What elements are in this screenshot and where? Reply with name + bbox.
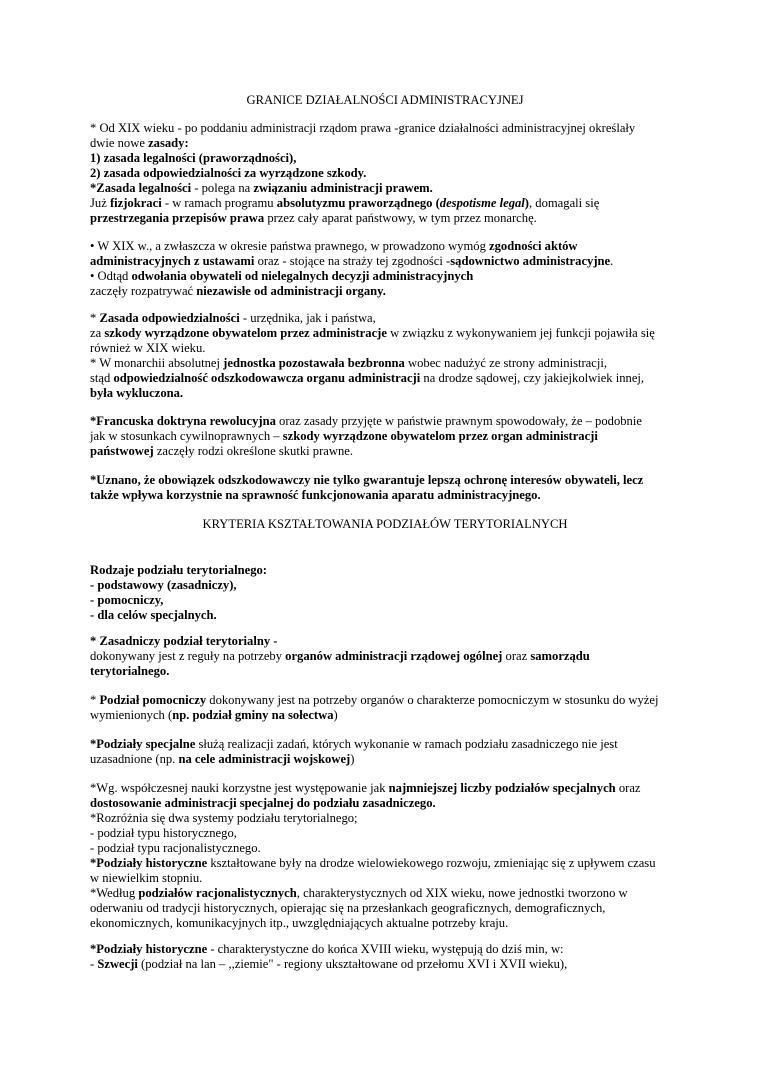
text-line: państwowej zaczęły rodzi określone skutki prawne. xyxy=(90,444,353,458)
list-item: - pomocniczy, xyxy=(90,593,164,607)
text-line: *Zasada legalności - polega na związaniu administracji prawem. xyxy=(90,181,433,195)
section-zasadniczy xyxy=(90,634,680,679)
text-line: jak w stosunkach cywilnoprawnych – szkody wyrządzone obywatelom przez organ administracji xyxy=(90,429,598,443)
text-line: dwie nowe zasady: xyxy=(90,136,189,150)
list-item: 1) zasada legalności (praworządności), xyxy=(90,151,297,165)
bullet-line: • W XIX w., a zwłaszcza w okresie państwa prawnego, w prowadzono wymóg zgodności aktów xyxy=(90,239,578,253)
section-systemy xyxy=(90,781,680,931)
section-odpowiedzialnosc xyxy=(90,311,680,401)
text-line: również w XIX wieku. xyxy=(90,341,206,355)
text-line: wymienionych (np. podział gminy na sołectwa) xyxy=(90,708,338,722)
text-line: terytorialnego. xyxy=(90,664,170,678)
text-line: *Wg. współczesnej nauki korzystne jest występowanie jak najmniejszej liczby podziałów specjalnych oraz xyxy=(90,781,641,795)
section-historyczne xyxy=(90,942,680,972)
section-uznano xyxy=(90,473,680,503)
list-item: - podstawowy (zasadniczy), xyxy=(90,578,237,592)
text-line: *Podziały historyczne - charakterystyczne do końca XVIII wieku, występują do dziś min, w: xyxy=(90,942,564,956)
section-pomocniczy xyxy=(90,693,680,723)
text-line: Rodzaje podziału terytorialnego: xyxy=(90,563,267,577)
text-line: *Podziały specjalne służą realizacji zadań, których wykonanie w ramach podziału zasadniczego nie jest xyxy=(90,737,618,751)
text-line: przestrzegania przepisów prawa przez cały aparat państwowy, w tym przez monarchę. xyxy=(90,211,537,225)
text-line: * Podział pomocniczy dokonywany jest na potrzeby organów o charakterze pomocniczym w stosunku do wyżej xyxy=(90,693,659,707)
list-item: - Szwecji (podział na lan – ,,ziemie" - regiony ukształtowane od przełomu XVI i XVII wieku), xyxy=(90,957,568,971)
list-item: - podział typu historycznego, xyxy=(90,826,237,840)
section-francuska-doktryna xyxy=(90,414,680,459)
text-line: była wykluczona. xyxy=(90,386,184,400)
text-line: dokonywany jest z reguły na potrzeby organów administracji rządowej ogólnej oraz samorządu xyxy=(90,649,590,663)
list-item: - podział typu racjonalistycznego. xyxy=(90,841,261,855)
text-line: dostosowanie administracji specjalnej do podziału zasadniczego. xyxy=(90,796,436,810)
text-line: *Według podziałów racjonalistycznych, charakterystycznych od XIX wieku, nowe jednostki tworzono w xyxy=(90,886,628,900)
text-line: * Od XIX wieku - po poddaniu administracji rządom prawa -granice działalności administracyjnej określały xyxy=(90,121,636,135)
text-line: Już fizjokraci - w ramach programu absolutyzmu praworządnego (despotisme legal), domagali się xyxy=(90,196,600,210)
bullet-line: • Odtąd odwołania obywateli od nielegalnych decyzji administracyjnych xyxy=(90,269,474,283)
text-line: *Rozróżnia się dwa systemy podziału terytorialnego; xyxy=(90,811,358,825)
text-line: *Francuska doktryna rewolucyjna oraz zasady przyjęte w państwie prawnym spowodowały, że – podobnie xyxy=(90,414,642,428)
text-line: *Podziały historyczne kształtowane były na drodze wielowiekowego rozwoju, zmieniając się z upływem czasu xyxy=(90,856,656,870)
list-item: 2) zasada odpowiedzialności za wyrządzone szkody. xyxy=(90,166,367,180)
text-line: *Uznano, że obowiązek odszkodowawczy nie tylko gwarantuje lepszą ochronę interesów obywateli, lecz xyxy=(90,473,644,487)
document-title: GRANICE DZIAŁALNOŚCI ADMINISTRACYJNEJ xyxy=(246,93,524,107)
text-line: uzasadnione (np. na cele administracji wojskowej) xyxy=(90,752,355,766)
section-title-kryteria: KRYTERIA KSZTAŁTOWANIA PODZIAŁÓW TERYTORIALNYCH xyxy=(202,517,568,531)
text-line: oderwaniu od tradycji historycznych, opierając się na przesłankach geograficznych, demograficznych, xyxy=(90,901,606,915)
section-rodzaje xyxy=(90,563,680,623)
text-line: stąd odpowiedzialność odszkodowawcza organu administracji na drodze sądowej, czy jakiejkolwiek innej, xyxy=(90,371,645,385)
list-item: - dla celów specjalnych. xyxy=(90,608,217,622)
text-line: administracyjnych z ustawami oraz - stojące na straży tej zgodności -sądownictwo administracyjne. xyxy=(90,254,614,268)
section-granice-intro xyxy=(90,121,680,226)
section-zgodnosc xyxy=(90,239,680,299)
text-line: także wpływa korzystnie na sprawność funkcjonowania aparatu administracyjnego. xyxy=(90,488,541,502)
text-line: ekonomicznych, komunikacyjnych itp., uwzględniających aktualne potrzeby kraju. xyxy=(90,916,509,930)
text-line: * Zasada odpowiedzialności - urzędnika, jak i państwa, xyxy=(90,311,376,325)
text-line: * W monarchii absolutnej jednostka pozostawała bezbronna wobec nadużyć ze strony administracji, xyxy=(90,356,607,370)
text-line: * Zasadniczy podział terytorialny - xyxy=(90,634,278,648)
text-line: zaczęły rozpatrywać niezawisłe od administracji organy. xyxy=(90,284,386,298)
section-specjalne xyxy=(90,737,680,767)
text-line: za szkody wyrządzone obywatelom przez administracje w związku z wykonywaniem jej funkcji pojawiła się xyxy=(90,326,655,340)
text-line: w niewielkim stopniu. xyxy=(90,871,203,885)
